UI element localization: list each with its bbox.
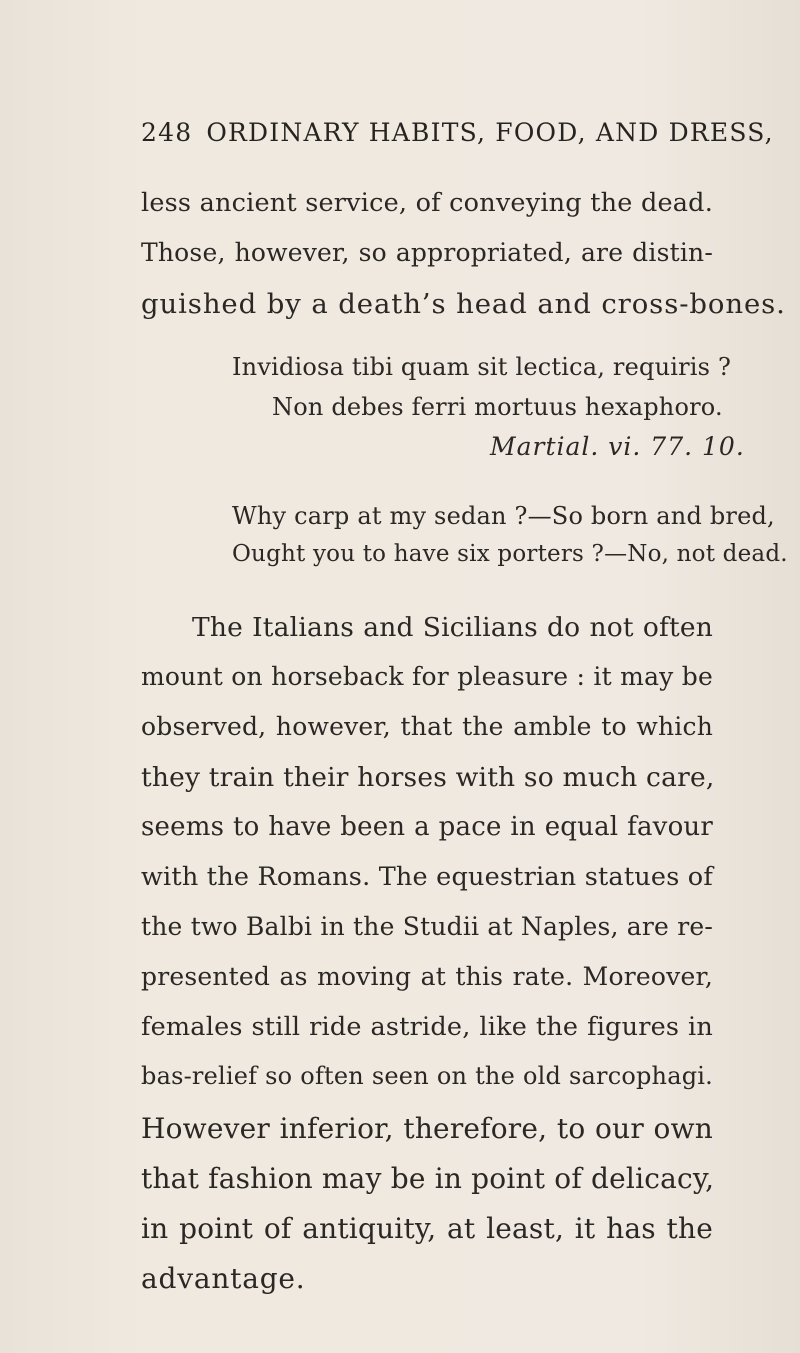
main-paragraph-line: However inferior, therefore, to our own — [141, 1112, 713, 1145]
opening-paragraph-line: less ancient service, of conveying the dead. — [141, 188, 713, 218]
opening-paragraph-line: Those, however, so appropriated, are distin- — [141, 238, 713, 267]
main-paragraph-line: with the Romans. The equestrian statues of — [141, 862, 713, 892]
running-head-title: ORDINARY HABITS, FOOD, AND DRESS, — [206, 118, 774, 147]
latin-quote-line: Invidiosa tibi quam sit lectica, requiris ? — [232, 353, 732, 381]
quote-citation: Martial. vi. 77. 10. — [490, 432, 745, 461]
main-paragraph-line: in point of antiquity, at least, it has the — [141, 1212, 713, 1245]
main-paragraph-line: seems to have been a pace in equal favour — [141, 812, 713, 842]
translation-line: Ought you to have six porters ?—No, not dead. — [232, 541, 788, 567]
main-paragraph-line: the two Balbi in the Studii at Naples, are re- — [141, 912, 713, 941]
main-paragraph-line: females still ride astride, like the figures in — [141, 1012, 713, 1042]
main-paragraph-line: advantage. — [141, 1262, 306, 1295]
main-paragraph-line: they train their horses with so much care, — [141, 762, 715, 793]
page-number: 248 — [141, 118, 193, 147]
main-paragraph-line: observed, however, that the amble to which — [141, 712, 713, 741]
latin-quote-line: Non debes ferri mortuus hexaphoro. — [272, 393, 723, 421]
main-paragraph-line: The Italians and Sicilians do not often — [192, 612, 713, 643]
main-paragraph-line: mount on horseback for pleasure : it may be — [141, 662, 713, 691]
main-paragraph-line: presented as moving at this rate. Moreover, — [141, 962, 713, 991]
translation-line: Why carp at my sedan ?—So born and bred, — [232, 502, 775, 530]
main-paragraph-line: that fashion may be in point of delicacy, — [141, 1162, 715, 1195]
running-head — [141, 118, 774, 147]
main-paragraph-line: bas-relief so often seen on the old sarcophagi. — [141, 1062, 713, 1090]
opening-paragraph-line: guished by a death’s head and cross-bones. — [141, 288, 786, 320]
